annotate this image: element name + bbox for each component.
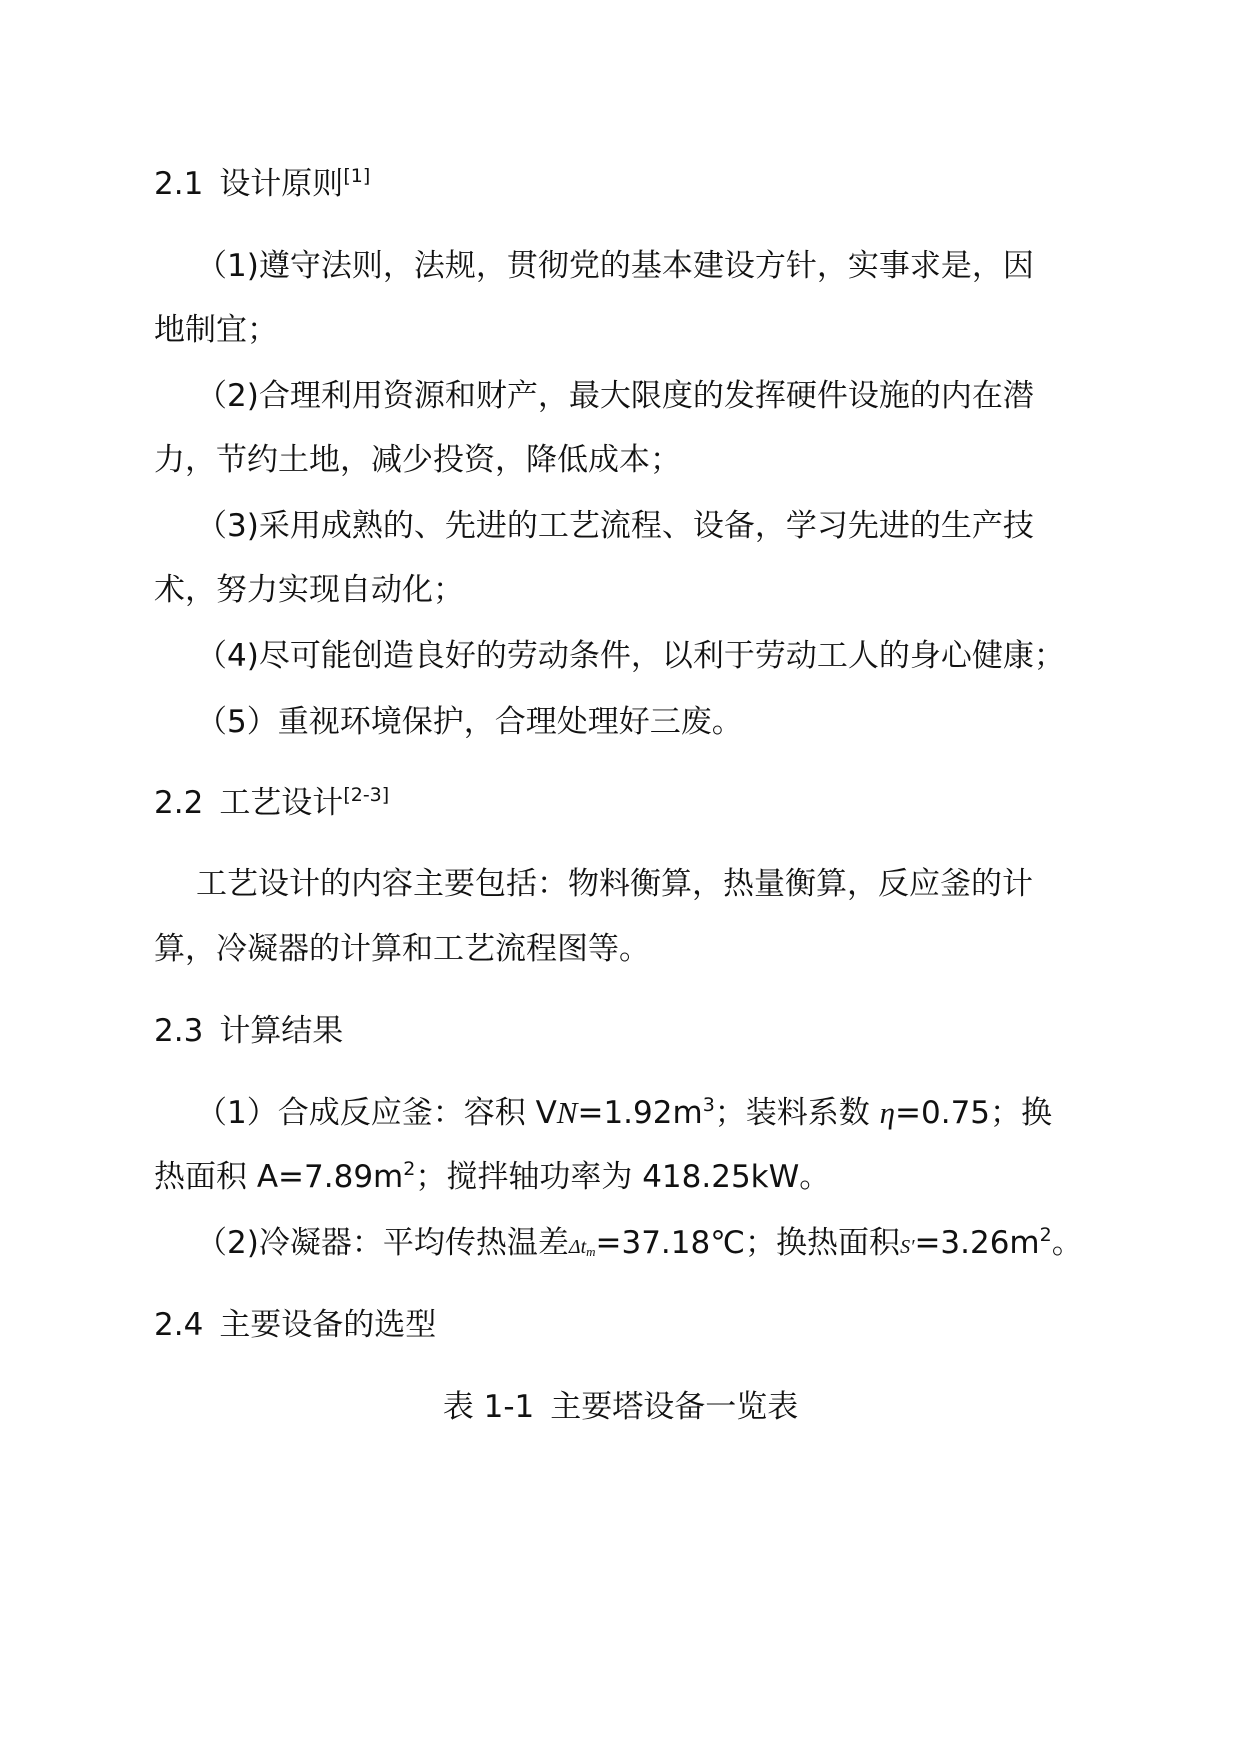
fill-factor-label: ；装料系数: [714, 1095, 880, 1131]
section-title: 工艺设计: [219, 785, 344, 821]
result-reactor-line-1: [196, 1093, 1094, 1133]
section-title: 主要设备的选型: [219, 1307, 437, 1343]
process-paragraph-line-1: 工艺设计的内容主要包括：物料衡算，热量衡算，反应釜的计: [196, 866, 1033, 902]
principle-1-line-1: （1)遵守法则，法规，贯彻党的基本建设方针，实事求是，因: [196, 248, 1034, 284]
section-title: 设计原则: [219, 166, 344, 202]
principle-2-line-2: 力，节约土地，减少投资，降低成本；: [154, 442, 681, 478]
delta-t: Δt: [568, 1236, 587, 1258]
table-title: 主要塔设备一览表: [550, 1389, 799, 1425]
heat-area-value: 热面积 A=7.89m: [154, 1159, 404, 1195]
symbol-s-prime: S′: [900, 1236, 915, 1258]
shaft-power-value: ；搅拌轴功率为 418.25kW。: [415, 1159, 831, 1195]
sentence-end: 。: [1051, 1225, 1083, 1261]
reference-marker: [2-3]: [343, 784, 390, 806]
process-paragraph-line-2: 算，冷凝器的计算和工艺流程图等。: [154, 931, 650, 967]
table-number: 表 1-1: [442, 1389, 535, 1425]
volume-exponent: 3: [702, 1094, 715, 1116]
symbol-N: N: [556, 1095, 578, 1130]
reference-marker: [1]: [343, 165, 371, 187]
delta-t-subscript: m: [586, 1244, 596, 1259]
section-number: 2.1: [154, 166, 204, 202]
symbol-delta-tm: [569, 1236, 596, 1258]
result-condenser: [196, 1223, 1094, 1272]
section-number: 2.2: [154, 785, 204, 821]
section-title: 计算结果: [219, 1013, 344, 1049]
reactor-volume: =1.92m: [577, 1095, 703, 1131]
result-reactor-line-2: [154, 1157, 1094, 1197]
section-heading-2-1: [154, 164, 1094, 204]
temperature-difference-value: =37.18℃；换热面积: [595, 1225, 901, 1261]
reactor-label: （1）合成反应釜：容积 V: [196, 1095, 557, 1131]
section-heading-2-4: [154, 1305, 1094, 1345]
fill-factor-value: =0.75；换: [895, 1095, 1053, 1131]
principle-3-line-1: （3)采用成熟的、先进的工艺流程、设备，学习先进的生产技: [196, 508, 1034, 544]
section-number: 2.4: [154, 1307, 204, 1343]
principle-1-line-2: 地制宜；: [154, 312, 278, 348]
principle-2-line-1: （2)合理利用资源和财产，最大限度的发挥硬件设施的内在潜: [196, 378, 1034, 414]
principle-5: （5）重视环境保护，合理处理好三废。: [196, 704, 743, 740]
principle-3-line-2: 术，努力实现自动化；: [154, 572, 464, 608]
condenser-label: （2)冷凝器：平均传热温差: [196, 1225, 569, 1261]
section-heading-2-3: [154, 1011, 1094, 1051]
section-heading-2-2: [154, 783, 1094, 823]
condenser-area-exponent: 2: [1039, 1224, 1052, 1246]
area-exponent: 2: [403, 1158, 416, 1180]
condenser-area-value: =3.26m: [914, 1225, 1040, 1261]
table-caption: [0, 1387, 1241, 1427]
symbol-eta: η: [879, 1095, 896, 1130]
section-number: 2.3: [154, 1013, 204, 1049]
principle-4: （4)尽可能创造良好的劳动条件，以利于劳动工人的身心健康；: [196, 638, 1065, 674]
